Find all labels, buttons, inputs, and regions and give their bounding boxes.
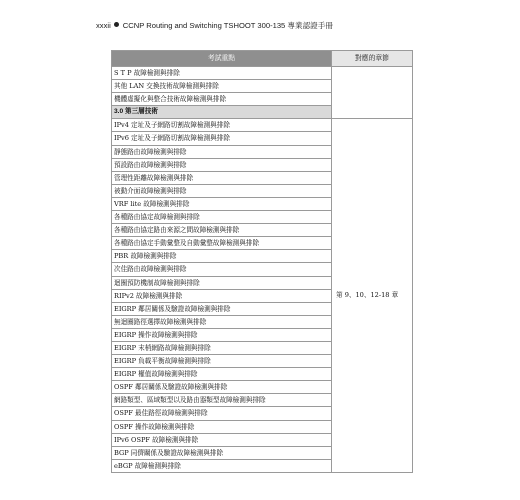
section-heading: 3.0 第三層技術 (112, 106, 332, 119)
topic-cell: 次佳路由故障檢測與排除 (112, 263, 332, 276)
chapter-cell: 第 9、10、12-18 章 (332, 119, 413, 473)
topic-cell: IPv6 OSPF 故障檢測與排除 (112, 433, 332, 446)
topic-cell: EIGRP 負載平衡故障檢測與排除 (112, 355, 332, 368)
book-title: CCNP Routing and Switching TSHOOT 300-135 專業認證手冊 (122, 21, 333, 30)
topic-cell: 機體虛擬化與整合技術故障檢測與排除 (112, 93, 332, 106)
topic-cell: BGP 同儕關係及驗證故障檢測與排除 (112, 446, 332, 459)
table-row (112, 119, 413, 132)
topic-cell: S T P 故障檢測與排除 (112, 67, 332, 80)
table-header-row (112, 51, 413, 67)
topic-cell: IPv6 定址及子網路切割故障檢測與排除 (112, 132, 332, 145)
topic-cell: OSPF 操作故障檢測與排除 (112, 420, 332, 433)
topic-cell: OSPF 鄰居關係及驗證故障檢測與排除 (112, 381, 332, 394)
topic-cell: 預設路由故障檢測與排除 (112, 158, 332, 171)
topic-cell: eBGP 故障檢測與排除 (112, 459, 332, 472)
topic-cell: 被動介面故障檢測與排除 (112, 184, 332, 197)
column-header-topic: 考試重點 (112, 51, 332, 67)
topic-cell: VRF lite 故障檢測與排除 (112, 197, 332, 210)
topic-cell: 網路類型、區域類型以及路由器類型故障檢測與排除 (112, 394, 332, 407)
topic-cell: 各種路由協定故障檢測與排除 (112, 211, 332, 224)
table-row (112, 67, 413, 80)
exam-topics-table (111, 50, 413, 473)
topic-cell: EIGRP 鄰居關係及驗證故障檢測與排除 (112, 302, 332, 315)
topic-cell: 各種路由協定路由來源之間故障檢測與排除 (112, 224, 332, 237)
topic-cell: 靜態路由故障檢測與排除 (112, 145, 332, 158)
topic-cell: EIGRP 末梢網路故障檢測與排除 (112, 341, 332, 354)
topic-cell: EIGRP 權值故障檢測與排除 (112, 368, 332, 381)
topic-cell: 迴圈預防機制故障檢測與排除 (112, 276, 332, 289)
topic-cell: IPv4 定址及子網路切割故障檢測與排除 (112, 119, 332, 132)
topic-cell: OSPF 最佳路徑故障檢測與排除 (112, 407, 332, 420)
topic-cell: PBR 故障檢測與排除 (112, 250, 332, 263)
table-body (112, 67, 413, 473)
topic-cell: 管理性距離故障檢測與排除 (112, 171, 332, 184)
topic-cell: RIPv2 故障檢測與排除 (112, 289, 332, 302)
page-number: xxxii (96, 21, 111, 30)
topic-cell: EIGRP 操作故障檢測與排除 (112, 328, 332, 341)
topic-cell: 其他 LAN 交換技術故障檢測與排除 (112, 80, 332, 93)
chapter-cell-blank (332, 67, 413, 119)
running-head (96, 20, 333, 31)
bullet-icon (114, 22, 119, 27)
column-header-chapter: 對應的章節 (332, 51, 413, 67)
topic-cell: 無迴圈路徑選擇故障檢測與排除 (112, 315, 332, 328)
topic-cell: 各種路由協定手動彙整及自動彙整故障檢測與排除 (112, 237, 332, 250)
